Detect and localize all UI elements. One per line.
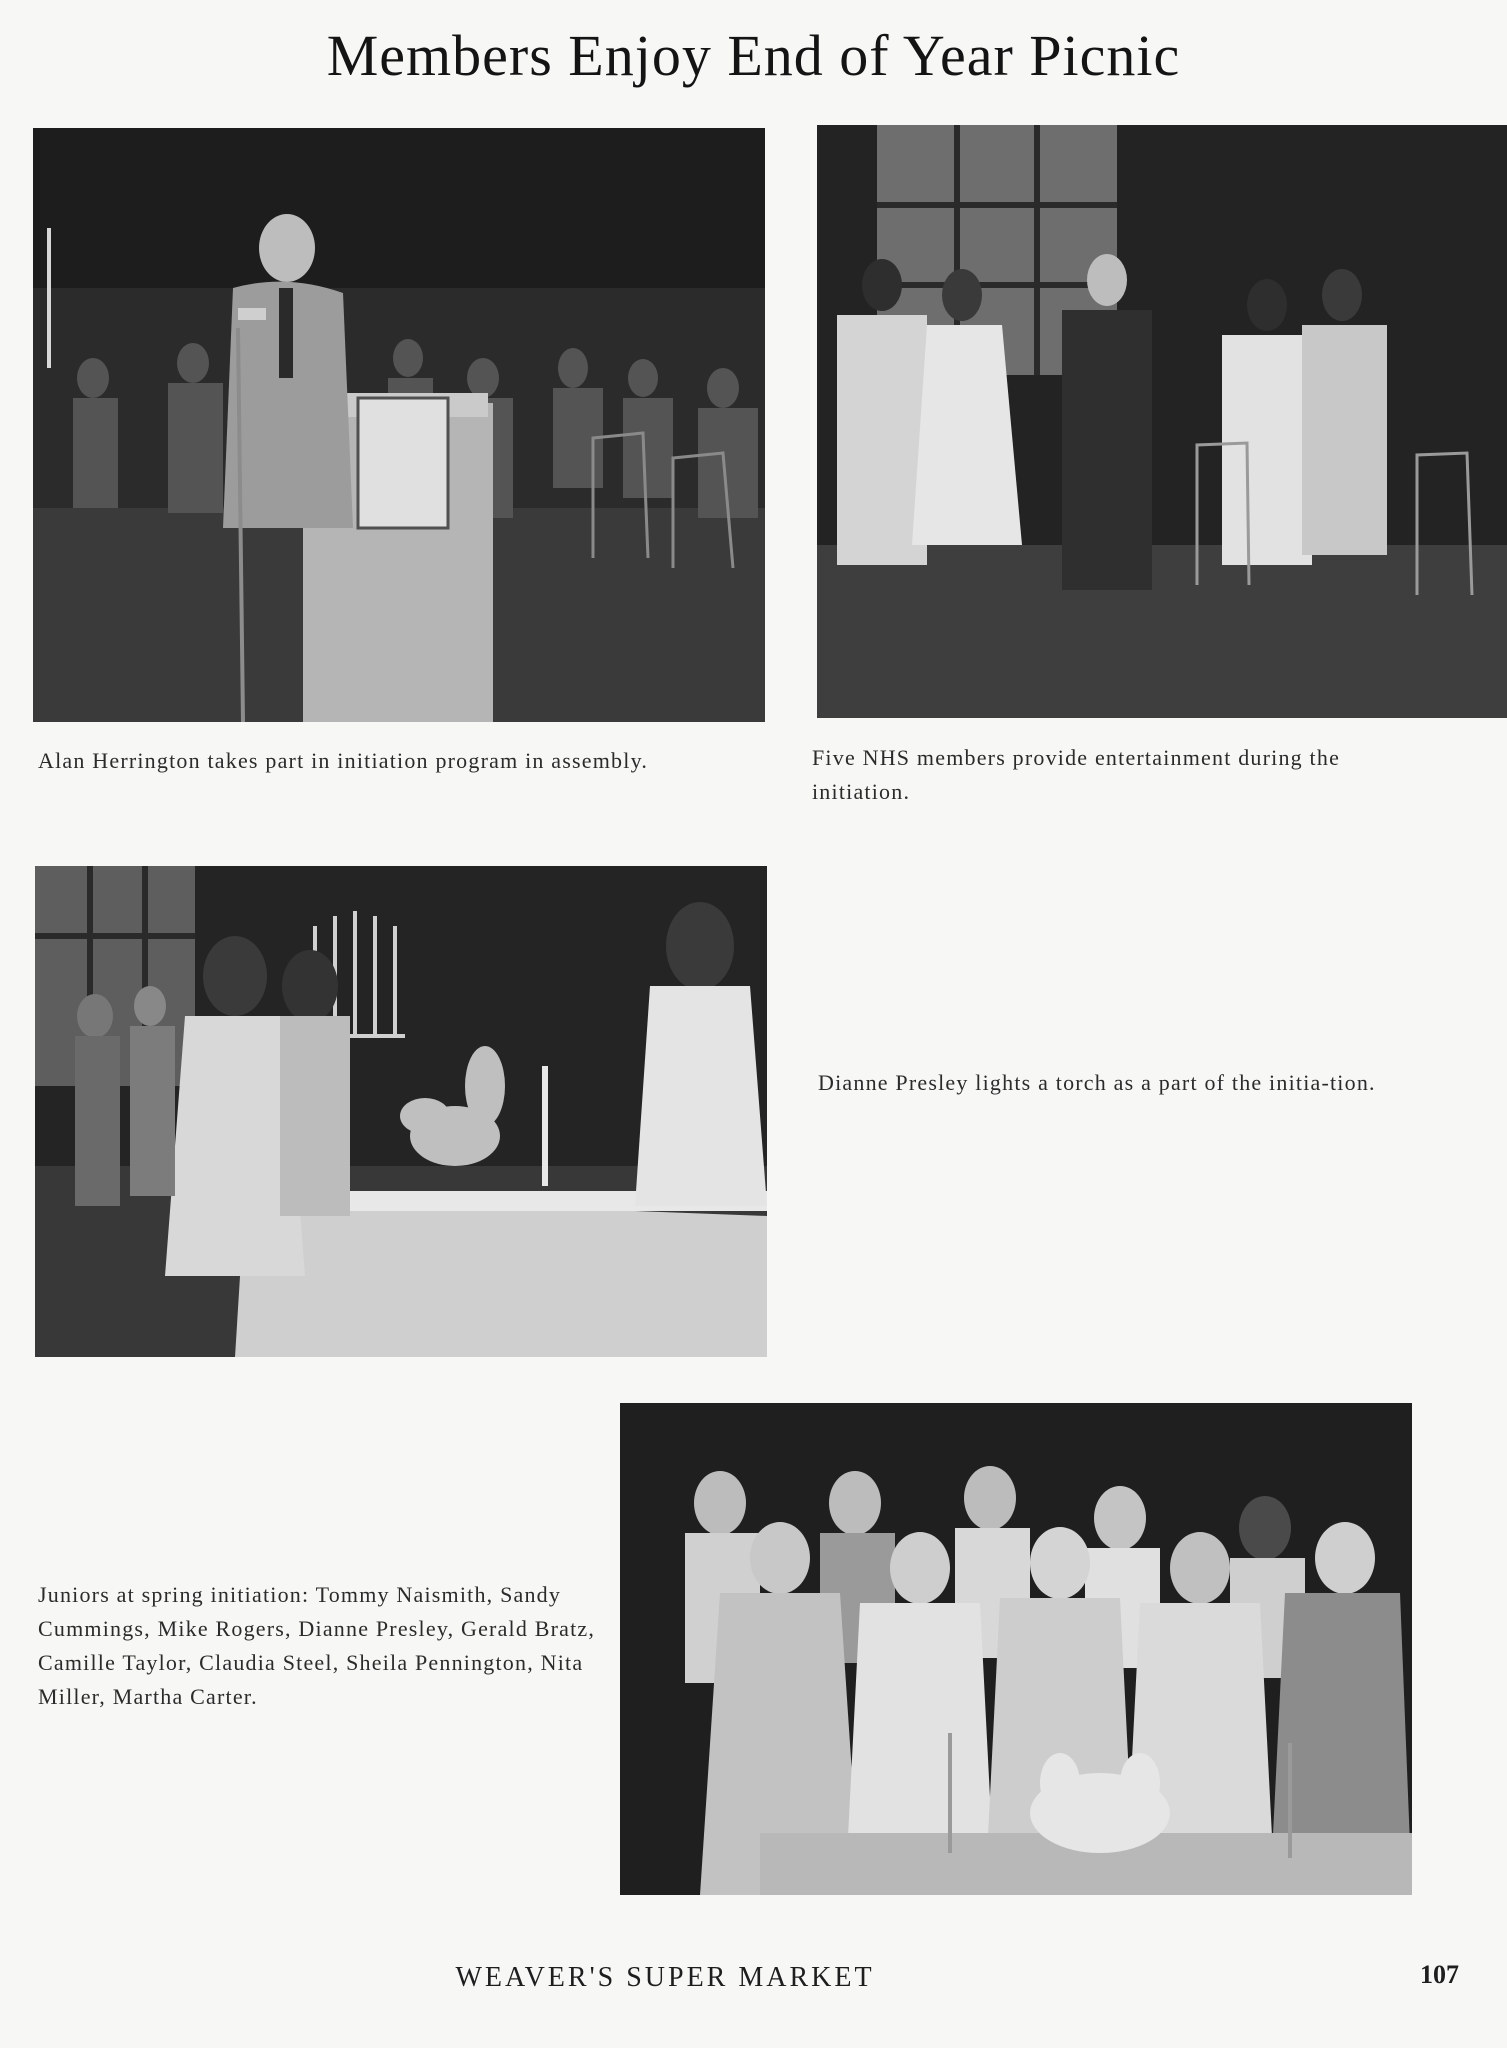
photo-lighting-torch [35,866,767,1357]
photo-lighting-torch-caption: Dianne Presley lights a torch as a part of the initia-tion. [818,1070,1376,1095]
photo-juniors-group [620,1403,1412,1895]
photo-speaker-at-podium [33,128,765,722]
footer-sponsor: WEAVER'S SUPER MARKET [455,1962,875,1993]
photo-juniors-caption: Juniors at spring initiation: Tommy Naismith, Sandy Cummings, Mike Rogers, Dianne Presley, Gerald Bratz, Camille Taylor, Claudia Steel, Sheila Pennington, Nita Miller, Martha Carter. [38,1582,596,1709]
page-number: 107 [1420,1960,1459,1989]
photo-speaker-caption: Alan Herrington takes part in initiation program in assembly. [38,748,649,773]
page-title: Members Enjoy End of Year Picnic [326,23,1181,88]
photo-five-members [817,125,1507,718]
photo-five-members-caption: Five NHS members provide entertainment during the initiation. [812,745,1341,804]
